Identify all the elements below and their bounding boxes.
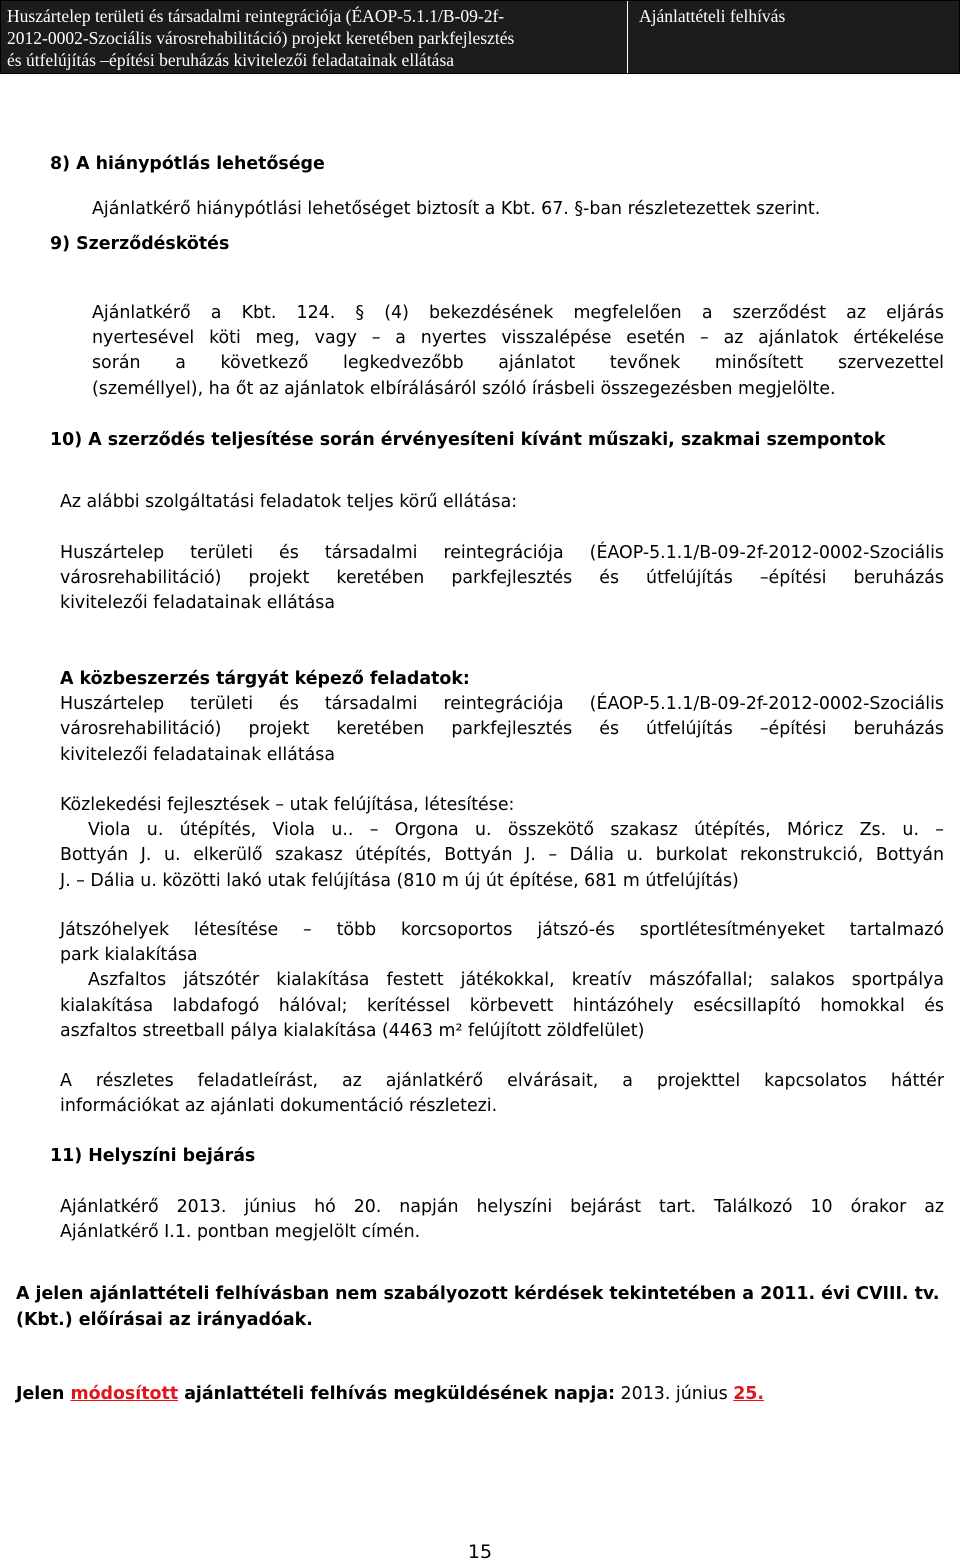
- section-9-line: Ajánlatkérő a Kbt. 124. § (4) bekezdésének megfelelően a szerződést az eljárás: [92, 303, 944, 323]
- date-day: 25.: [733, 1384, 765, 1404]
- project-line: városrehabilitáció) projekt keretében parkfejlesztés és útfelújítás –építési beruházás: [60, 568, 944, 588]
- roads-heading: Közlekedési fejlesztések – utak felújítása, létesítése:: [60, 795, 515, 815]
- project-line: kivitelezői feladatainak ellátása: [60, 593, 336, 613]
- project-line: városrehabilitáció) projekt keretében parkfejlesztés és útfelújítás –építési beruházás: [60, 719, 944, 739]
- page-number: 15: [467, 1541, 493, 1563]
- roads-line: Bottyán J. u. elkerülő szakasz útépítés, Bottyán J. – Dália u. burkolat rekonstrukció, Bottyán: [60, 845, 944, 865]
- playground-line: park kialakítása: [60, 945, 198, 965]
- detail-line: információkat az ajánlati dokumentáció részletezi.: [60, 1096, 498, 1116]
- section-9-line: (személlyel), ha őt az ajánlatok elbírálásáról szóló írásbeli összegezésben megjelölte.: [92, 379, 836, 399]
- playground-line: aszfaltos streetball pálya kialakítása (4463 m² felújított zöldfelület): [60, 1021, 645, 1041]
- closing-line: A jelen ajánlattételi felhívásban nem szabályozott kérdések tekintetében a 2011. évi CVIII. tv.: [16, 1284, 940, 1304]
- modified-word: módosított: [70, 1384, 179, 1404]
- roads-line: Viola u. útépítés, Viola u.. – Orgona u. összekötő szakasz útépítés, Móricz Zs. u. –: [88, 820, 944, 840]
- tasks-heading: A közbeszerzés tárgyát képező feladatok:: [60, 669, 470, 689]
- roads-line: J. – Dália u. közötti lakó utak felújítása (810 m új út építése, 681 m útfelújítás): [60, 871, 739, 891]
- header-title-line: és útfelújítás –építési beruházás kivitelezői feladatainak ellátása: [7, 50, 455, 70]
- date-label: ajánlattételi felhívás megküldésének napja:: [178, 1384, 616, 1404]
- project-line: Huszártelep területi és társadalmi reintegrációja (ÉAOP-5.1.1/B-09-2f-2012-0002-Szociális: [60, 694, 944, 714]
- detail-line: A részletes feladatleírást, az ajánlatkérő elvárásait, a projekttel kapcsolatos háttér: [60, 1071, 944, 1091]
- header-title-line: Huszártelep területi és társadalmi reintegrációja (ÉAOP-5.1.1/B-09-2f-: [7, 6, 505, 26]
- section-10-intro: Az alábbi szolgáltatási feladatok teljes körű ellátása:: [60, 492, 518, 512]
- date-value: 2013. június: [615, 1384, 734, 1404]
- section-11-line: Ajánlatkérő 2013. június hó 20. napján helyszíni bejárást tart. Találkozó 10 órakor az: [60, 1197, 944, 1217]
- section-10-heading: 10) A szerződés teljesítése során érvényesíteni kívánt műszaki, szakmai szempontok: [50, 430, 886, 450]
- header-title-line: 2012-0002-Szociális városrehabilitáció) projekt keretében parkfejlesztés: [7, 28, 515, 48]
- closing-line: (Kbt.) előírásai az irányadóak.: [16, 1310, 313, 1330]
- playground-line: kialakítása labdafogó hálóval; kerítéssel körbevett hintázóhely esécsillapító homokkal és: [60, 996, 944, 1016]
- section-11-line: Ajánlatkérő I.1. pontban megjelölt címén.: [60, 1222, 421, 1242]
- sending-date: [16, 1382, 764, 1406]
- section-11-heading: 11) Helyszíni bejárás: [50, 1146, 256, 1166]
- section-9-line: során a következő legkedvezőbb ajánlatot tevőnek minősített szervezettel: [92, 353, 944, 373]
- page-header: [0, 0, 960, 74]
- project-line: kivitelezői feladatainak ellátása: [60, 745, 336, 765]
- section-8-text: Ajánlatkérő hiánypótlási lehetőséget biztosít a Kbt. 67. §-ban részletezettek szerint.: [92, 199, 821, 219]
- section-9-line: nyertesével köti meg, vagy – a nyertes visszalépése esetén – az ajánlatok értékelése: [92, 328, 944, 348]
- playground-line: Játszóhelyek létesítése – több korcsoportos játszó-és sportlétesítményeket tartalmazó: [60, 920, 944, 940]
- project-line: Huszártelep területi és társadalmi reintegrációja (ÉAOP-5.1.1/B-09-2f-2012-0002-Szociális: [60, 543, 944, 563]
- date-prefix: Jelen: [16, 1384, 71, 1404]
- header-doc-type: Ajánlattételi felhívás: [639, 6, 786, 26]
- section-9-heading: 9) Szerződéskötés: [50, 234, 230, 254]
- header-project-title: [1, 1, 628, 73]
- section-8-heading: 8) A hiánypótlás lehetősége: [50, 154, 325, 174]
- playground-line: Aszfaltos játszótér kialakítása festett játékokkal, kreatív mászófallal; salakos sportpálya: [88, 970, 944, 990]
